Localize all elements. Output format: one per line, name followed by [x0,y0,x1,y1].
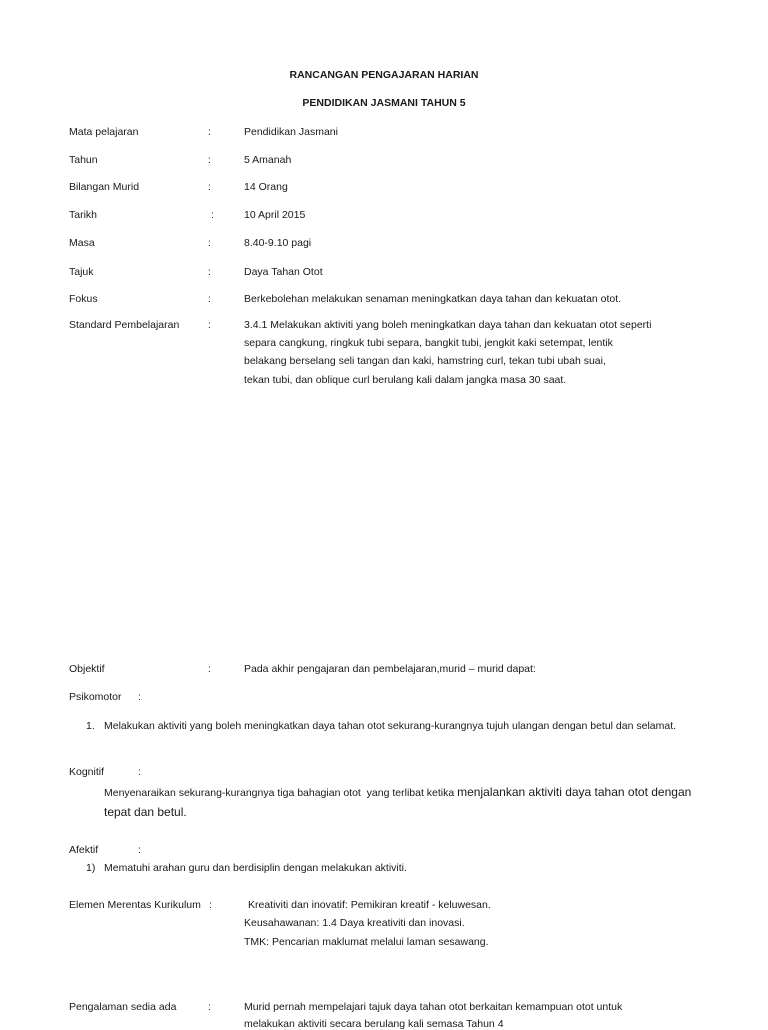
field-label: Tarikh [69,209,98,221]
list-item: Mematuhi arahan guru dan berdisiplin dengan melakukan aktiviti. [104,862,407,874]
field-colon: : [211,209,214,221]
field-value: 8.40-9.10 pagi [244,237,312,249]
field-value: Pada akhir pengajaran dan pembelajaran,murid – murid dapat: [244,663,536,675]
field-colon: : [208,293,211,305]
kognitif-text-line [104,786,691,799]
standard-line: 3.4.1 Melakukan aktiviti yang boleh meningkatkan daya tahan dan kekuatan otot seperti [244,319,652,331]
document-subtitle: PENDIDIKAN JASMANI TAHUN 5 [302,97,466,109]
pengalaman-line: Murid pernah mempelajari tajuk daya tahan otot berkaitan kemampuan otot untuk [244,1001,623,1013]
list-item-number: 1. [86,720,95,732]
pengalaman-line: melakukan aktiviti secara berulang kali semasa Tahun 4 [244,1018,504,1030]
field-value: 14 Orang [244,181,288,193]
field-value: Daya Tahan Otot [244,266,323,278]
field-label: Tajuk [69,266,94,278]
field-value: Berkebolehan melakukan senaman meningkatkan daya tahan dan kekuatan otot. [244,293,622,305]
section-label: Psikomotor [69,691,122,703]
field-colon: : [208,319,211,331]
field-label: Tahun [69,154,98,166]
section-colon: : [138,766,141,778]
field-colon: : [208,663,211,675]
field-label: Masa [69,237,95,249]
field-label: Elemen Merentas Kurikulum [69,899,201,911]
kognitif-text-large: menjalankan aktiviti daya tahan otot dengan [457,785,692,799]
list-item-number: 1) [86,862,96,874]
field-label: Bilangan Murid [69,181,140,193]
field-colon: : [208,266,211,278]
elemen-line: Keusahawanan: 1.4 Daya kreativiti dan inovasi. [244,917,465,929]
elemen-line: Kreativiti dan inovatif: Pemikiran kreatif - keluwesan. [248,899,491,911]
field-colon: : [208,126,211,138]
standard-line: belakang berselang seli tangan dan kaki, hamstring curl, tekan tubi ubah suai, [244,355,606,367]
field-label: Objektif [69,663,105,675]
field-value: Pendidikan Jasmani [244,126,338,138]
field-value: 5 Amanah [244,154,292,166]
section-colon: : [138,691,141,703]
field-colon: : [208,1001,211,1013]
field-colon: : [208,154,211,166]
elemen-line: TMK: Pencarian maklumat melalui laman sesawang. [244,936,489,948]
kognitif-text-small: Menyenaraikan sekurang-kurangnya tiga bahagian otot yang terlibat ketika [104,787,458,799]
field-label: Mata pelajaran [69,126,139,138]
field-label: Pengalaman sedia ada [69,1001,177,1013]
list-item: Melakukan aktiviti yang boleh meningkatkan daya tahan otot sekurang-kurangnya tujuh ulangan dengan betul dan selamat. [104,720,677,732]
standard-line: tekan tubi, dan oblique curl berulang kali dalam jangka masa 30 saat. [244,374,567,386]
field-label: Standard Pembelajaran [69,319,180,331]
field-colon: : [209,899,212,911]
field-colon: : [208,237,211,249]
section-colon: : [138,844,141,856]
standard-line: separa cangkung, ringkuk tubi separa, bangkit tubi, jengkit kaki setempat, lentik [244,337,613,349]
document-title: RANCANGAN PENGAJARAN HARIAN [289,69,479,81]
field-label: Fokus [69,293,98,305]
section-label: Afektif [69,844,99,856]
kognitif-text-line: tepat dan betul. [104,805,187,819]
field-colon: : [208,181,211,193]
field-value: 10 April 2015 [244,209,306,221]
section-label: Kognitif [69,766,105,778]
